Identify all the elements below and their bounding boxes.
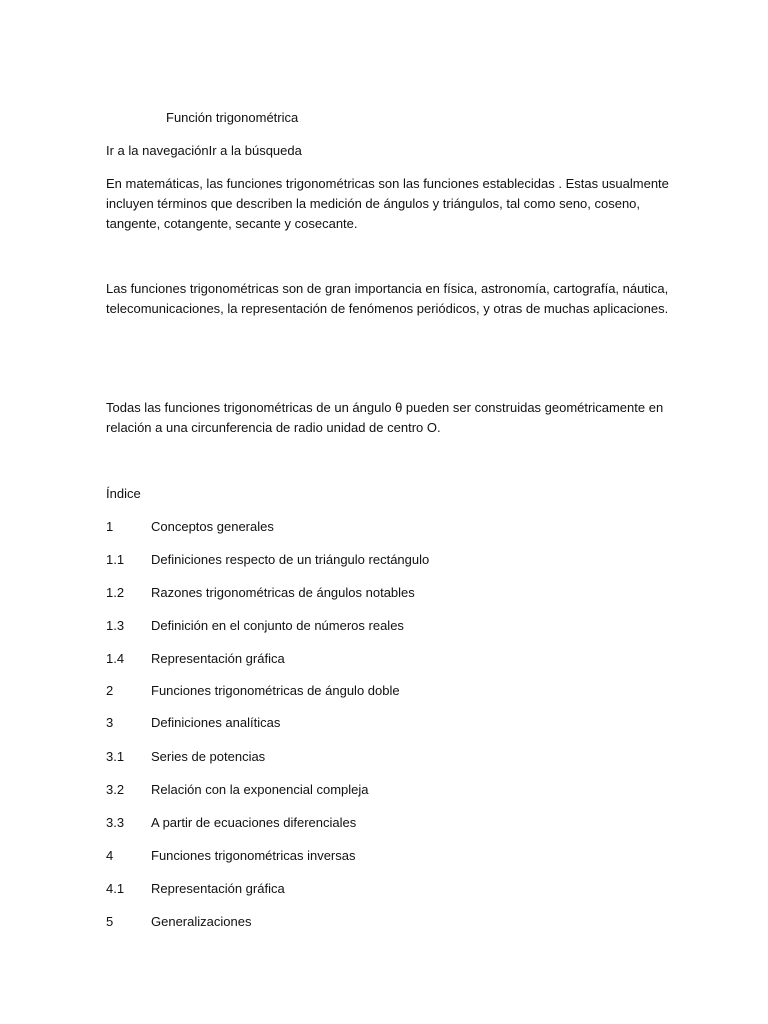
toc-number: 2 [106, 683, 114, 698]
toc-label: Representación gráfica [151, 881, 285, 896]
toc-label: Conceptos generales [151, 519, 274, 534]
importance-paragraph [106, 279, 669, 319]
importance-line: Las funciones trigonométricas son de gran importancia en física, astronomía, cartografía, náutica, [106, 281, 669, 296]
toc-number: 5 [106, 914, 114, 929]
toc-number: 1.3 [106, 618, 125, 633]
toc-number: 3.3 [106, 815, 125, 830]
toc-number: 3 [106, 715, 114, 730]
toc-number: 4.1 [106, 881, 125, 896]
geometry-line: relación a una circunferencia de radio unidad de centro O. [106, 420, 441, 435]
toc-label: Definiciones respecto de un triángulo rectángulo [151, 552, 430, 567]
toc-label: Funciones trigonométricas de ángulo doble [151, 683, 400, 698]
toc-label: Relación con la exponencial compleja [151, 782, 369, 797]
toc-label: Generalizaciones [151, 914, 252, 929]
intro-line: incluyen términos que describen la medición de ángulos y triángulos, tal como seno, coseno, [106, 196, 641, 211]
toc-number: 1.2 [106, 585, 125, 600]
geometry-paragraph [106, 398, 666, 438]
toc-label: Series de potencias [151, 749, 266, 764]
toc-label: A partir de ecuaciones diferenciales [151, 815, 357, 830]
toc-label: Razones trigonométricas de ángulos notables [151, 585, 415, 600]
toc-label: Definiciones analíticas [151, 715, 281, 730]
toc-number: 1.4 [106, 651, 125, 666]
intro-line: tangente, cotangente, secante y cosecante. [106, 216, 358, 231]
importance-line: telecomunicaciones, la representación de fenómenos periódicos, y otras de muchas aplicaciones. [106, 301, 669, 316]
toc-label: Representación gráfica [151, 651, 285, 666]
toc-number: 4 [106, 848, 114, 863]
intro-line: En matemáticas, las funciones trigonométricas son las funciones establecidas . Estas usualmente [106, 176, 669, 191]
nav-links[interactable]: Ir a la navegaciónIr a la búsqueda [106, 143, 302, 158]
page-title: Función trigonométrica [166, 110, 299, 125]
toc-number: 3.2 [106, 782, 125, 797]
toc-number: 1.1 [106, 552, 125, 567]
toc-number: 1 [106, 519, 114, 534]
toc-label: Funciones trigonométricas inversas [151, 848, 356, 863]
intro-paragraph [106, 174, 669, 234]
toc-label: Definición en el conjunto de números reales [151, 618, 404, 633]
toc-number: 3.1 [106, 749, 125, 764]
index-heading: Índice [106, 486, 141, 501]
geometry-line: Todas las funciones trigonométricas de un ángulo θ pueden ser construidas geométricamente en [106, 400, 664, 415]
